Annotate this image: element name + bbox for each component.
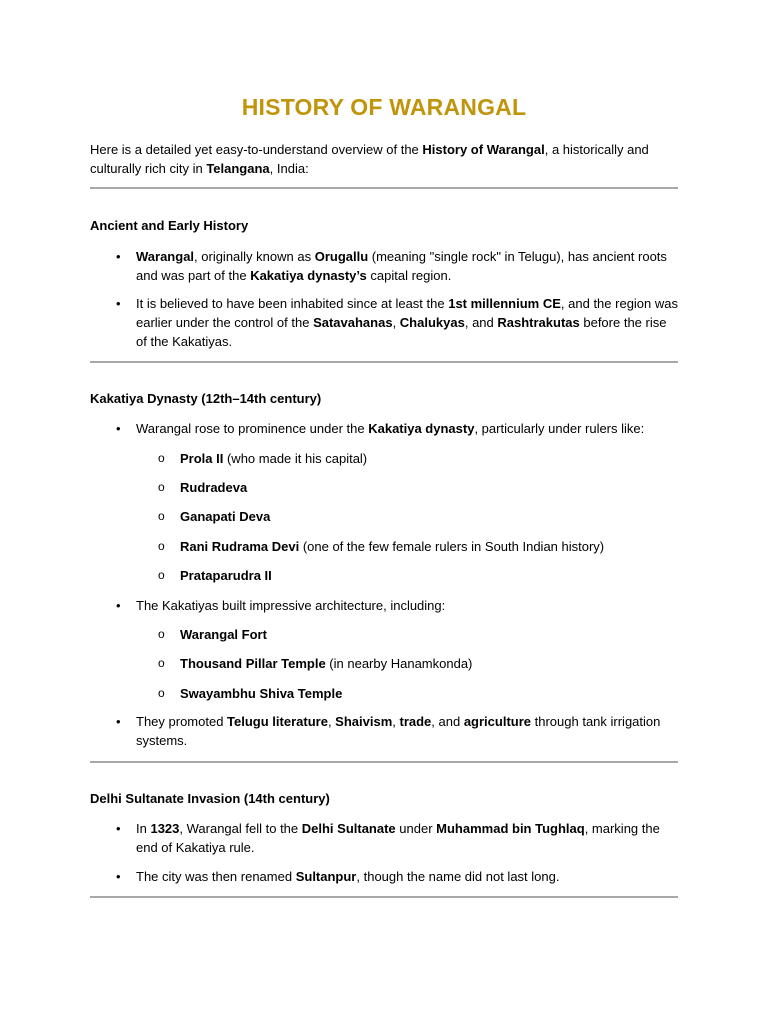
document-title: HISTORY OF WARANGAL	[241, 94, 527, 120]
bold-text: Satavahanas	[313, 315, 393, 330]
horizontal-rule	[90, 187, 678, 189]
sub-bullet-marker: o	[158, 656, 165, 670]
sub-list-item	[180, 684, 342, 703]
bold-text: Sultanpur	[295, 869, 357, 884]
sub-bullet-marker: o	[158, 451, 165, 465]
sub-list-item	[180, 654, 472, 673]
bold-text: Rashtrakutas	[497, 315, 580, 330]
list-item	[136, 819, 678, 857]
text-run: capital region.	[366, 268, 452, 283]
bold-text: Kakatiya dynasty	[368, 421, 475, 436]
sub-list-item	[180, 625, 267, 644]
text-run: (in nearby Hanamkonda)	[325, 656, 473, 671]
text-run: , particularly under rulers like:	[474, 421, 645, 436]
sub-list-item	[180, 566, 272, 585]
sub-list-item	[180, 449, 367, 468]
list-item	[136, 247, 678, 285]
text-run: ,	[327, 714, 336, 729]
bold-text: 1st millennium CE	[448, 296, 561, 311]
text-run: They promoted	[136, 714, 228, 729]
bold-text: Warangal Fort	[180, 627, 267, 642]
text-run: through tank irrigation systems.	[136, 714, 661, 748]
text-run: , a historically and culturally rich city in	[90, 142, 649, 176]
bold-text: Prataparudra II	[180, 568, 272, 583]
list-item	[136, 712, 678, 750]
bullet-marker: •	[116, 869, 121, 884]
sub-list-item	[180, 507, 270, 526]
sub-list-item	[180, 537, 604, 556]
bold-text: Prola II	[180, 451, 224, 466]
bold-text: Muhammad bin Tughlaq	[436, 821, 585, 836]
horizontal-rule	[90, 361, 678, 363]
bold-text: agriculture	[463, 714, 532, 729]
bold-text: Orugallu	[314, 249, 369, 264]
list-item	[136, 596, 678, 615]
section-heading-delhi: Delhi Sultanate Invasion (14th century)	[90, 791, 330, 806]
bold-text: Rudradeva	[180, 480, 248, 495]
text-run: , India:	[269, 161, 309, 176]
text-run: It is believed to have been inhabited since at least the	[136, 296, 449, 311]
bold-text: History of Warangal	[422, 142, 545, 157]
text-run: (who made it his capital)	[223, 451, 368, 466]
bold-text: Chalukyas	[399, 315, 465, 330]
horizontal-rule	[90, 896, 678, 898]
bullet-marker: •	[116, 714, 121, 729]
text-run: Here is a detailed yet easy-to-understand overview of the	[90, 142, 423, 157]
section-heading-ancient: Ancient and Early History	[90, 218, 249, 233]
bold-text: Shaivism	[335, 714, 393, 729]
bold-text: 1323	[150, 821, 180, 836]
text-run: , and	[464, 315, 498, 330]
text-run: , Warangal fell to the	[179, 821, 302, 836]
bold-text: Rani Rudrama Devi	[180, 539, 300, 554]
bold-text: Telangana	[206, 161, 270, 176]
list-item	[136, 867, 678, 886]
bold-text: Swayambhu Shiva Temple	[180, 686, 343, 701]
list-item	[136, 419, 678, 438]
bold-text: Telugu literature	[227, 714, 328, 729]
intro-paragraph	[90, 140, 678, 178]
sub-bullet-marker: o	[158, 686, 165, 700]
text-run: , and	[431, 714, 464, 729]
text-run: under	[395, 821, 437, 836]
text-run: before the rise of the Kakatiyas.	[136, 315, 667, 349]
text-run: , though the name did not last long.	[356, 869, 560, 884]
bold-text: Ganapati Deva	[180, 509, 271, 524]
text-run: Warangal rose to prominence under the	[136, 421, 369, 436]
bold-text: trade	[399, 714, 432, 729]
sub-bullet-marker: o	[158, 509, 165, 523]
text-run: (one of the few female rulers in South Indian history)	[299, 539, 605, 554]
text-run: ,	[392, 714, 400, 729]
horizontal-rule	[90, 761, 678, 763]
text-run: ,	[392, 315, 400, 330]
sub-bullet-marker: o	[158, 627, 165, 641]
section-heading-kakatiya: Kakatiya Dynasty (12th–14th century)	[90, 391, 322, 406]
bullet-marker: •	[116, 821, 121, 836]
text-run: (meaning "single rock" in Telugu), has ancient roots and was part of the	[136, 249, 667, 283]
text-run: , and the region was earlier under the control of the	[136, 296, 678, 330]
bullet-marker: •	[116, 421, 121, 436]
list-item	[136, 294, 678, 351]
bullet-marker: •	[116, 296, 121, 311]
bullet-marker: •	[116, 249, 121, 264]
text-run: , marking the end of Kakatiya rule.	[136, 821, 660, 855]
sub-bullet-marker: o	[158, 539, 165, 553]
text-run: The city was then renamed	[136, 869, 296, 884]
bullet-marker: •	[116, 598, 121, 613]
text-run: , originally known as	[194, 249, 315, 264]
bold-text: Warangal	[136, 249, 195, 264]
text-run: The Kakatiyas built impressive architecture, including:	[136, 598, 446, 613]
bold-text: Kakatiya dynasty’s	[250, 268, 367, 283]
bold-text: Delhi Sultanate	[301, 821, 396, 836]
bold-text: Thousand Pillar Temple	[180, 656, 326, 671]
sub-list-item	[180, 478, 247, 497]
text-run: In	[136, 821, 151, 836]
sub-bullet-marker: o	[158, 480, 165, 494]
sub-bullet-marker: o	[158, 568, 165, 582]
